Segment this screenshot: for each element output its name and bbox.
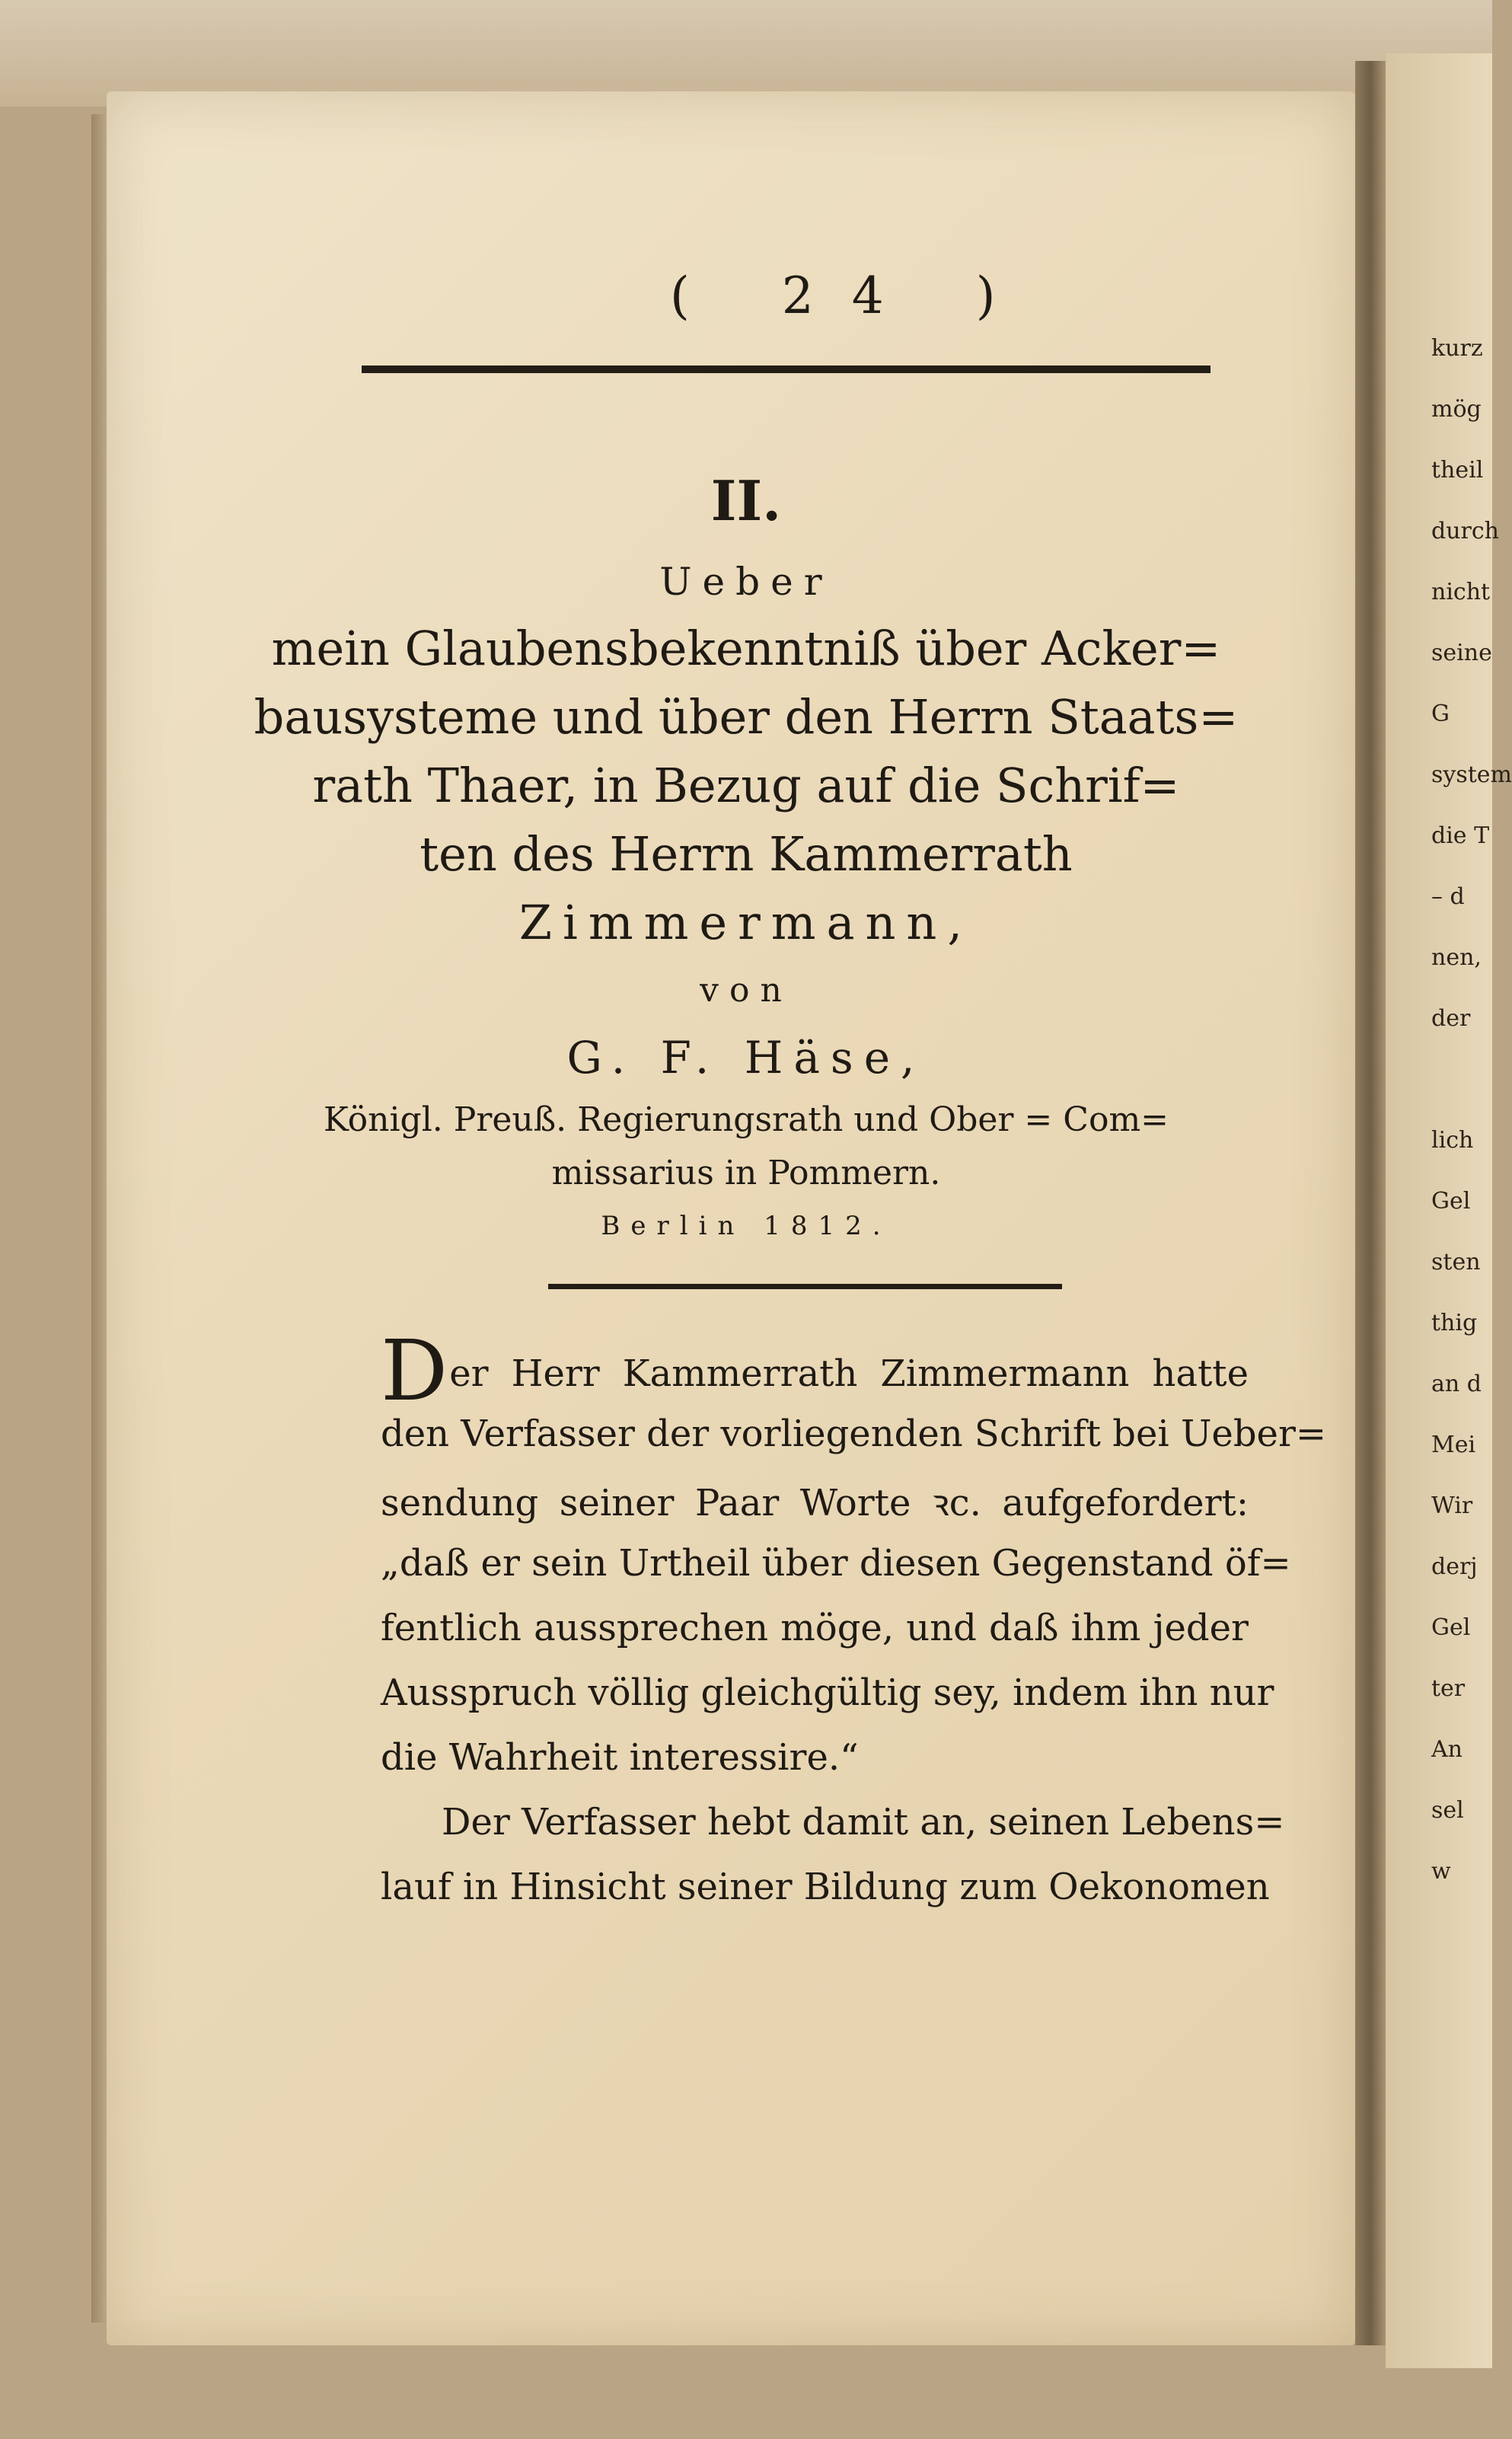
facing-page-word: lich bbox=[1431, 1127, 1474, 1154]
facing-page-word: durch bbox=[1431, 518, 1499, 544]
facing-page-word: G bbox=[1431, 701, 1450, 727]
facing-page-word: system bbox=[1431, 761, 1512, 788]
facing-page-word: sel bbox=[1431, 1797, 1464, 1824]
facing-page-word: seine bbox=[1431, 640, 1492, 666]
facing-page-word: nicht bbox=[1431, 579, 1491, 605]
facing-page-word: Gel bbox=[1431, 1614, 1471, 1641]
body-line: fentlich aussprechen möge, und daß ihm jeder bbox=[381, 1607, 1249, 1649]
author-title: missarius in Pommern. bbox=[551, 1154, 941, 1192]
title-line: Ueber bbox=[659, 560, 833, 604]
facing-page-word: nen, bbox=[1431, 944, 1482, 971]
title-line: bausysteme und über den Herrn Staats= bbox=[254, 689, 1239, 745]
header-rule bbox=[362, 366, 1211, 373]
body-line: die Wahrheit interessire.“ bbox=[381, 1736, 859, 1779]
body-line: lauf in Hinsicht seiner Bildung zum Oekonomen bbox=[381, 1866, 1270, 1908]
facing-page-word: Gel bbox=[1431, 1188, 1471, 1215]
body-line: „daß er sein Urtheil über diesen Gegenstand öf= bbox=[381, 1542, 1291, 1585]
byline-von: von bbox=[700, 971, 793, 1010]
facing-page-word: mög bbox=[1431, 396, 1482, 423]
title-line: rath Thaer, in Bezug auf die Schrif= bbox=[312, 758, 1180, 813]
facing-page-word: thig bbox=[1431, 1310, 1478, 1336]
facing-page-word: kurz bbox=[1431, 335, 1483, 362]
chapter-numeral: II. bbox=[710, 468, 782, 533]
author-title: Königl. Preuß. Regierungsrath und Ober = Com= bbox=[323, 1100, 1169, 1139]
title-line: ten des Herrn Kammerrath bbox=[419, 826, 1073, 882]
facing-page-word: der bbox=[1431, 1005, 1471, 1032]
title-line: mein Glaubensbekenntniß über Acker= bbox=[271, 621, 1221, 676]
body-line: Der Verfasser hebt damit an, seinen Lebens= bbox=[442, 1801, 1285, 1844]
place-date: Berlin 1812. bbox=[601, 1211, 892, 1241]
body-line bbox=[381, 1322, 1249, 1419]
author-name: G. F. Häse, bbox=[566, 1032, 926, 1084]
body-line: sendung seiner Paar Worte ꝛc. aufgefordert: bbox=[381, 1482, 1249, 1524]
facing-page-word: Wir bbox=[1431, 1492, 1473, 1519]
facing-page-word: – d bbox=[1431, 883, 1465, 910]
facing-page-word: An bbox=[1431, 1736, 1463, 1763]
facing-page-word: theil bbox=[1431, 457, 1484, 484]
body-line-text: er Herr Kammerrath Zimmermann hatte bbox=[449, 1352, 1249, 1395]
scan-background bbox=[0, 0, 1492, 107]
facing-page-word: w bbox=[1431, 1858, 1451, 1885]
facing-page-word: die T bbox=[1431, 822, 1490, 849]
title-line: Zimmermann, bbox=[518, 895, 974, 950]
facing-page-word: an d bbox=[1431, 1371, 1482, 1397]
body-line: den Verfasser der vorliegenden Schrift bei Ueber= bbox=[381, 1413, 1327, 1455]
facing-page-word: ter bbox=[1431, 1675, 1466, 1702]
section-rule bbox=[548, 1284, 1062, 1289]
page-number: ( 24 ) bbox=[670, 267, 1034, 325]
facing-page-word: sten bbox=[1431, 1249, 1481, 1275]
facing-page-word: derj bbox=[1431, 1553, 1478, 1580]
body-line: Ausspruch völlig gleichgültig sey, indem ihn nur bbox=[381, 1671, 1274, 1714]
facing-page-word: Mei bbox=[1431, 1432, 1476, 1458]
book-gutter bbox=[1355, 61, 1386, 2345]
drop-cap: D bbox=[381, 1322, 448, 1419]
